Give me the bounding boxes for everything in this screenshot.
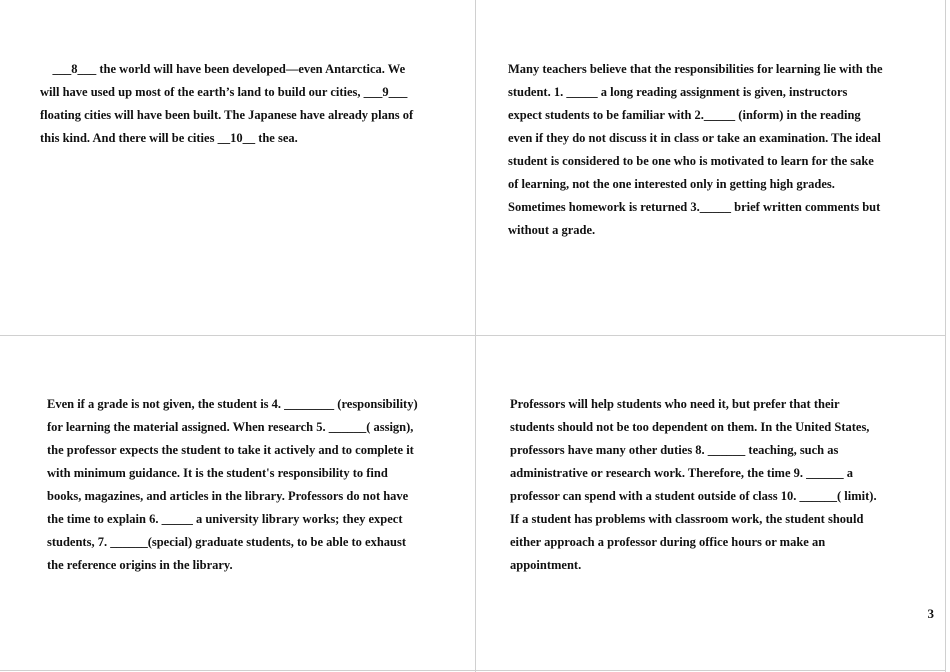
- panel-top-left: [40, 58, 460, 150]
- vertical-divider: [475, 0, 476, 672]
- text-line: administrative or research work. Therefore, the time 9. ______ a: [510, 466, 853, 480]
- text-line: this kind. And there will be cities __10__ the sea.: [40, 131, 298, 145]
- text-line: student. 1. _____ a long reading assignment is given, instructors: [508, 85, 848, 99]
- text-line: the time to explain 6. _____ a university library works; they expect: [47, 512, 403, 526]
- text-line: either approach a professor during office hours or make an: [510, 535, 826, 549]
- page-number: 3: [927, 606, 934, 621]
- panel-bottom-right: [510, 393, 930, 577]
- text-line: the reference origins in the library.: [47, 558, 233, 572]
- text-line: Many teachers believe that the responsibilities for learning lie with the: [508, 62, 883, 76]
- text-line: will have used up most of the earth’s land to build our cities, ___9___: [40, 85, 408, 99]
- text-line: Professors will help students who need it, but prefer that their: [510, 397, 840, 411]
- text-line: of learning, not the one interested only in getting high grades.: [508, 177, 835, 191]
- panel-bottom-left: [47, 393, 467, 577]
- horizontal-divider: [0, 335, 946, 336]
- text-line: students should not be too dependent on them. In the United States,: [510, 420, 870, 434]
- text-line: professors have many other duties 8. ______ teaching, such as: [510, 443, 839, 457]
- text-line: with minimum guidance. It is the student's responsibility to find: [47, 466, 388, 480]
- text-line: expect students to be familiar with 2._____ (inform) in the reading: [508, 108, 861, 122]
- text-line: students, 7. ______(special) graduate students, to be able to exhaust: [47, 535, 407, 549]
- text-line: without a grade.: [508, 223, 596, 237]
- bottom-border: [0, 670, 946, 671]
- text-line: floating cities will have been built. The Japanese have already plans of: [40, 108, 414, 122]
- text-line: for learning the material assigned. When research 5. ______( assign),: [47, 420, 414, 434]
- text-line: If a student has problems with classroom work, the student should: [510, 512, 864, 526]
- text-line: books, magazines, and articles in the library. Professors do not have: [47, 489, 409, 503]
- text-line: Even if a grade is not given, the student is 4. ________ (responsibility): [47, 397, 418, 411]
- text-line: ___8___ the world will have been developed—even Antarctica. We: [40, 62, 406, 76]
- text-line: student is considered to be one who is motivated to learn for the sake: [508, 154, 874, 168]
- text-line: appointment.: [510, 558, 582, 572]
- right-border: [945, 0, 946, 672]
- text-line: even if they do not discuss it in class or take an examination. The ideal: [508, 131, 881, 145]
- text-line: professor can spend with a student outside of class 10. ______( limit).: [510, 489, 877, 503]
- panel-top-right: [508, 58, 928, 242]
- text-line: Sometimes homework is returned 3._____ brief written comments but: [508, 200, 881, 214]
- text-line: the professor expects the student to take it actively and to complete it: [47, 443, 414, 457]
